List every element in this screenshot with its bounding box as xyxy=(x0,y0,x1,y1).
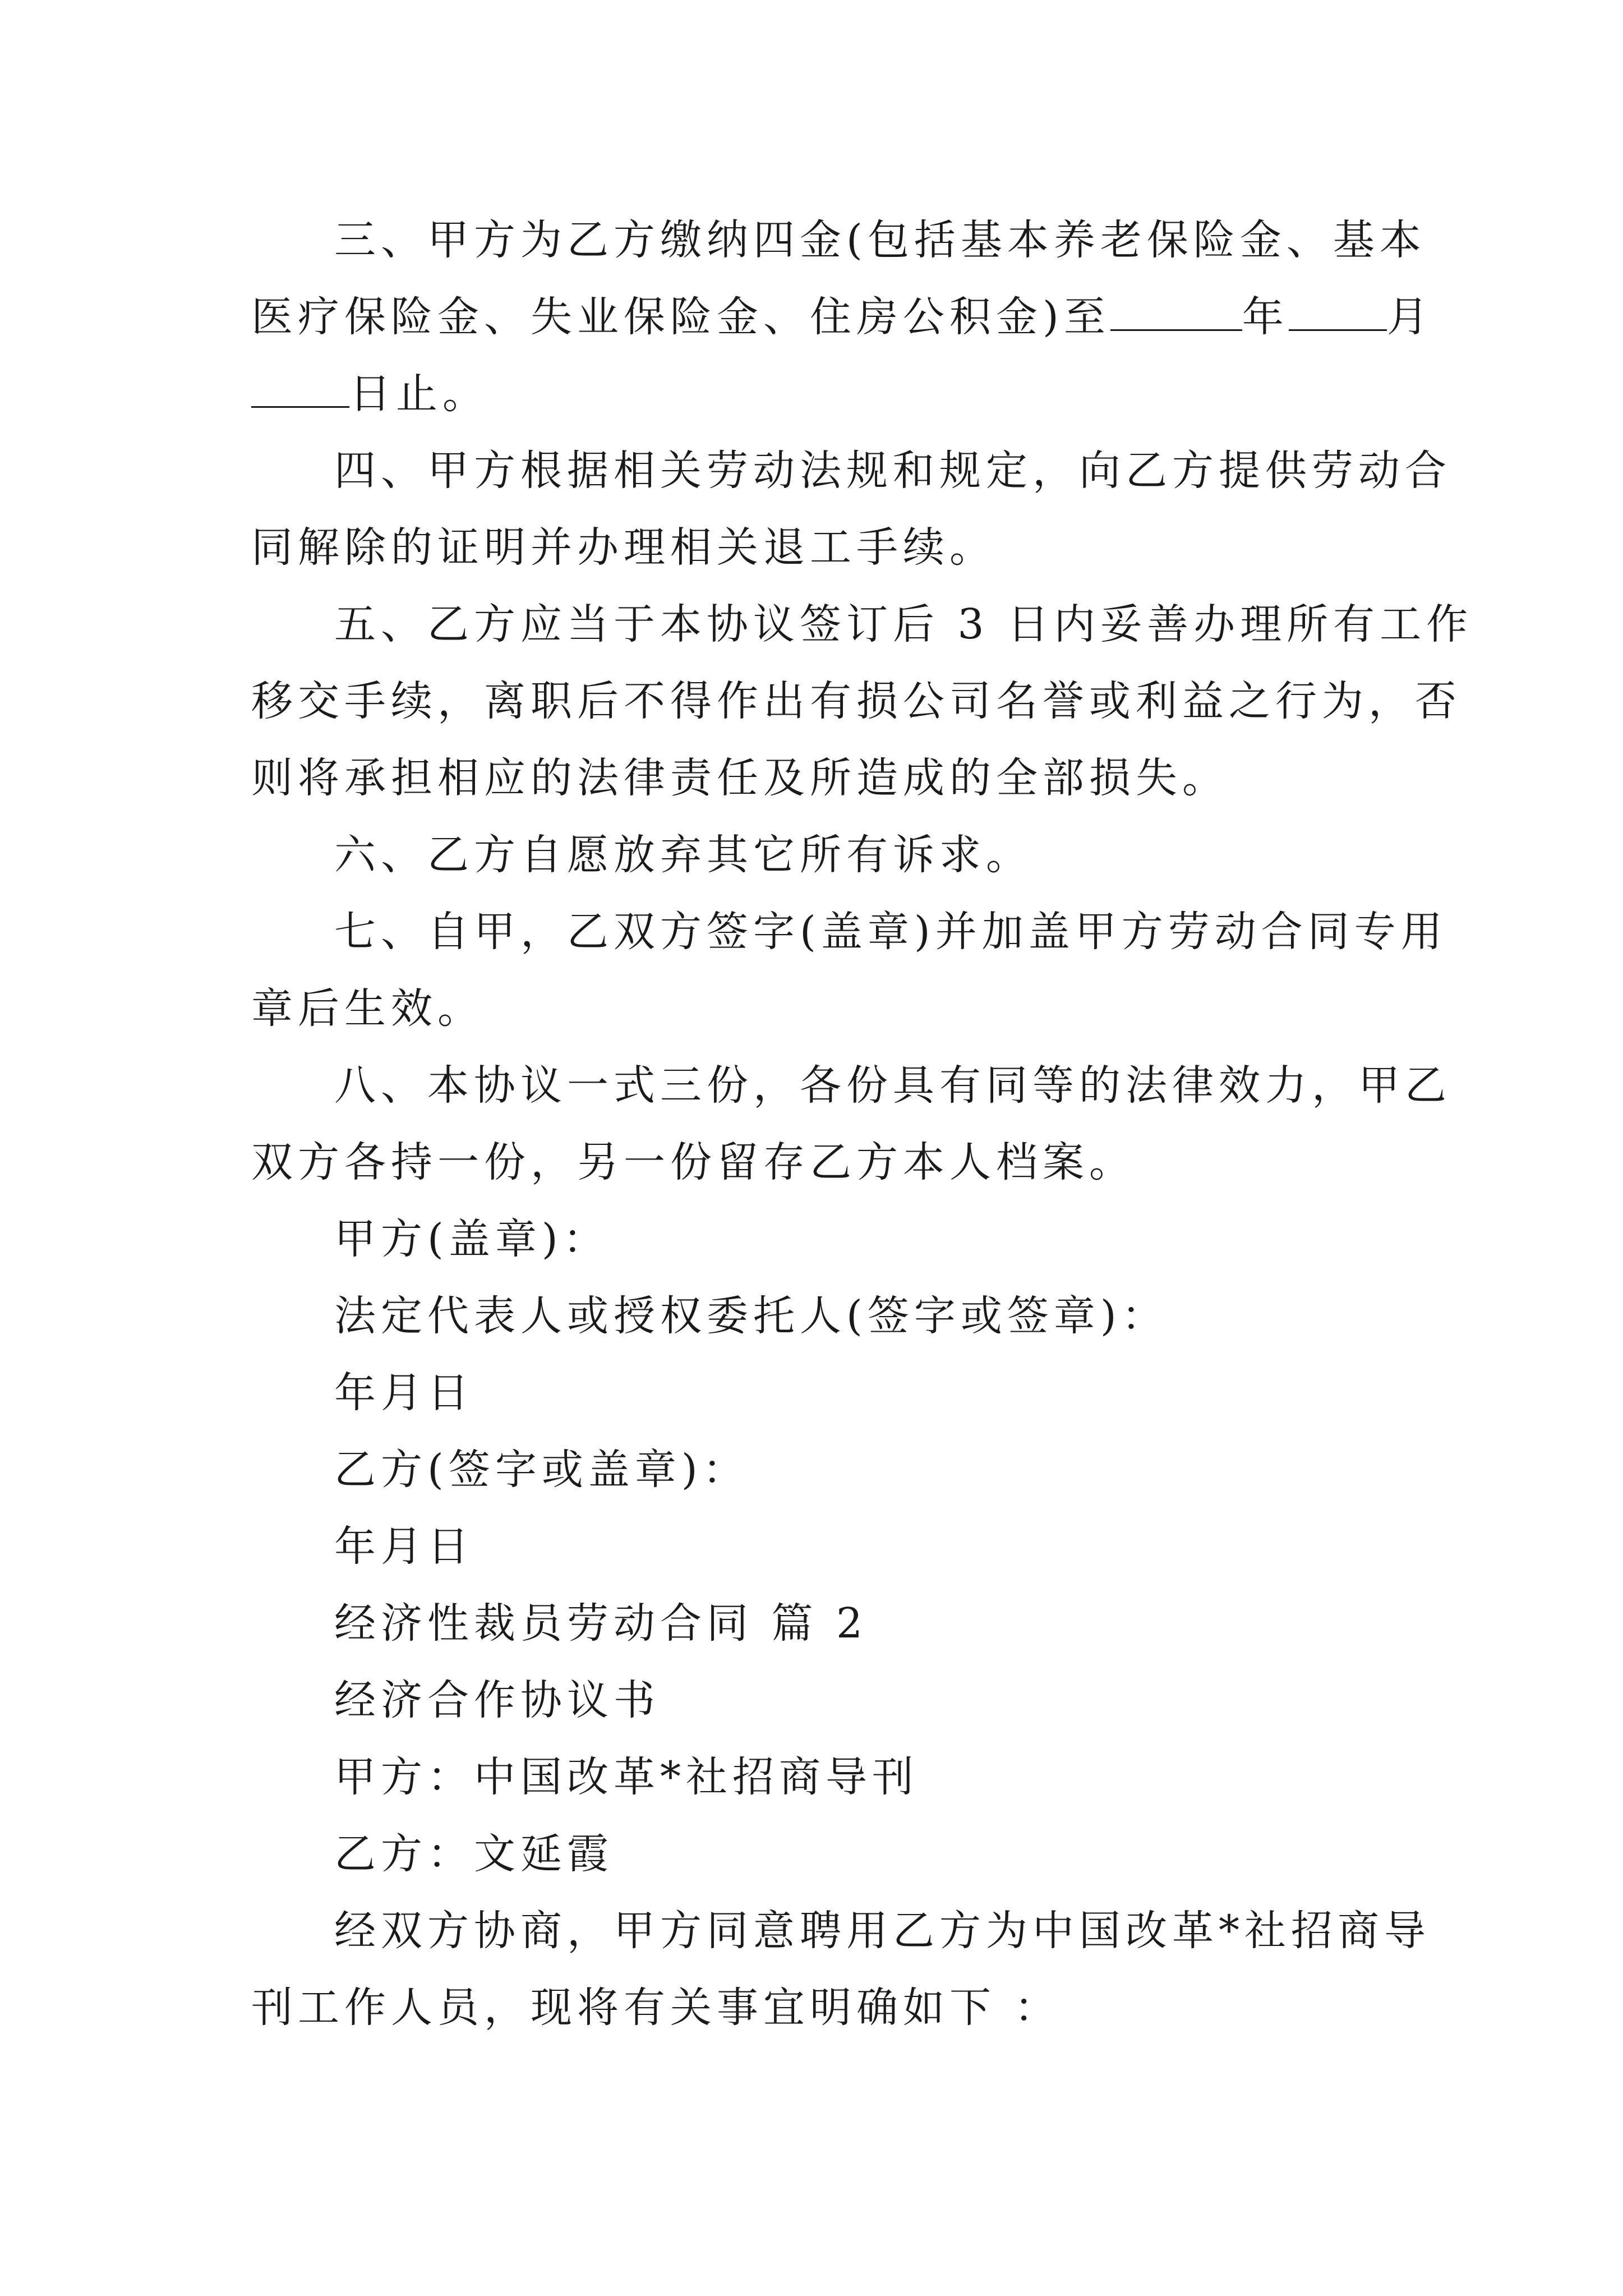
clause-3-day-text: 日止。 xyxy=(349,370,489,418)
signature-party-b: 乙方(签字或盖章)： xyxy=(334,1446,749,1494)
clause-3-line-2 xyxy=(251,279,1433,356)
clause-3-year-label: 年 xyxy=(1242,293,1289,341)
signature-date-a: 年月日 xyxy=(334,1369,474,1417)
clause-4-line-1: 四、甲方根据相关劳动法规和规定，向乙方提供劳动合 xyxy=(334,447,1451,495)
clause-8-line-1: 八、本协议一式三份，各份具有同等的法律效力，甲乙 xyxy=(334,1061,1451,1110)
section-2-party-b: 乙方：文延霞 xyxy=(334,1830,614,1878)
clause-8-line-2: 双方各持一份，另一份留存乙方本人档案。 xyxy=(251,1138,1136,1186)
clause-3-text-a: 医疗保险金、失业保险金、住房公积金)至 xyxy=(251,293,1110,341)
section-2-title: 经济合作协议书 xyxy=(334,1676,660,1724)
clause-5-line-1: 五、乙方应当于本协议签订后 3 日内妥善办理所有工作 xyxy=(334,600,1473,648)
clause-5-line-2: 移交手续，离职后不得作出有损公司名誉或利益之行为，否 xyxy=(251,677,1461,725)
clause-3-line-3 xyxy=(251,356,1384,432)
clause-3-line-1: 三、甲方为乙方缴纳四金(包括基本养老保险金、基本 xyxy=(334,216,1426,264)
clause-6-line-1: 六、乙方自愿放弃其它所有诉求。 xyxy=(334,831,1032,879)
clause-7-line-1: 七、自甲，乙双方签字(盖章)并加盖甲方劳动合同专用 xyxy=(334,908,1447,956)
clause-3-month-label: 月 xyxy=(1386,293,1433,341)
clause-5-line-3: 则将承担相应的法律责任及所造成的全部损失。 xyxy=(251,754,1229,802)
section-2-intro-line-2: 刊工作人员，现将有关事宜明确如下 ： xyxy=(251,1984,1061,2032)
clause-4-line-2: 同解除的证明并办理相关退工手续。 xyxy=(251,523,996,572)
section-2-intro-line-1: 经双方协商，甲方同意聘用乙方为中国改革*社招商导 xyxy=(334,1907,1431,1955)
clause-7-line-2: 章后生效。 xyxy=(251,984,484,1033)
blank-year-field xyxy=(1110,295,1242,331)
blank-day-field xyxy=(251,371,349,408)
signature-party-a: 甲方(盖章)： xyxy=(334,1215,610,1263)
section-2-party-a: 甲方：中国改革*社招商导刊 xyxy=(334,1753,919,1801)
signature-date-b: 年月日 xyxy=(334,1522,474,1571)
blank-month-field xyxy=(1289,295,1387,331)
signature-legal-rep: 法定代表人或授权委托人(签字或签章)： xyxy=(334,1292,1168,1340)
section-2-heading: 经济性裁员劳动合同 篇 2 xyxy=(334,1599,868,1648)
